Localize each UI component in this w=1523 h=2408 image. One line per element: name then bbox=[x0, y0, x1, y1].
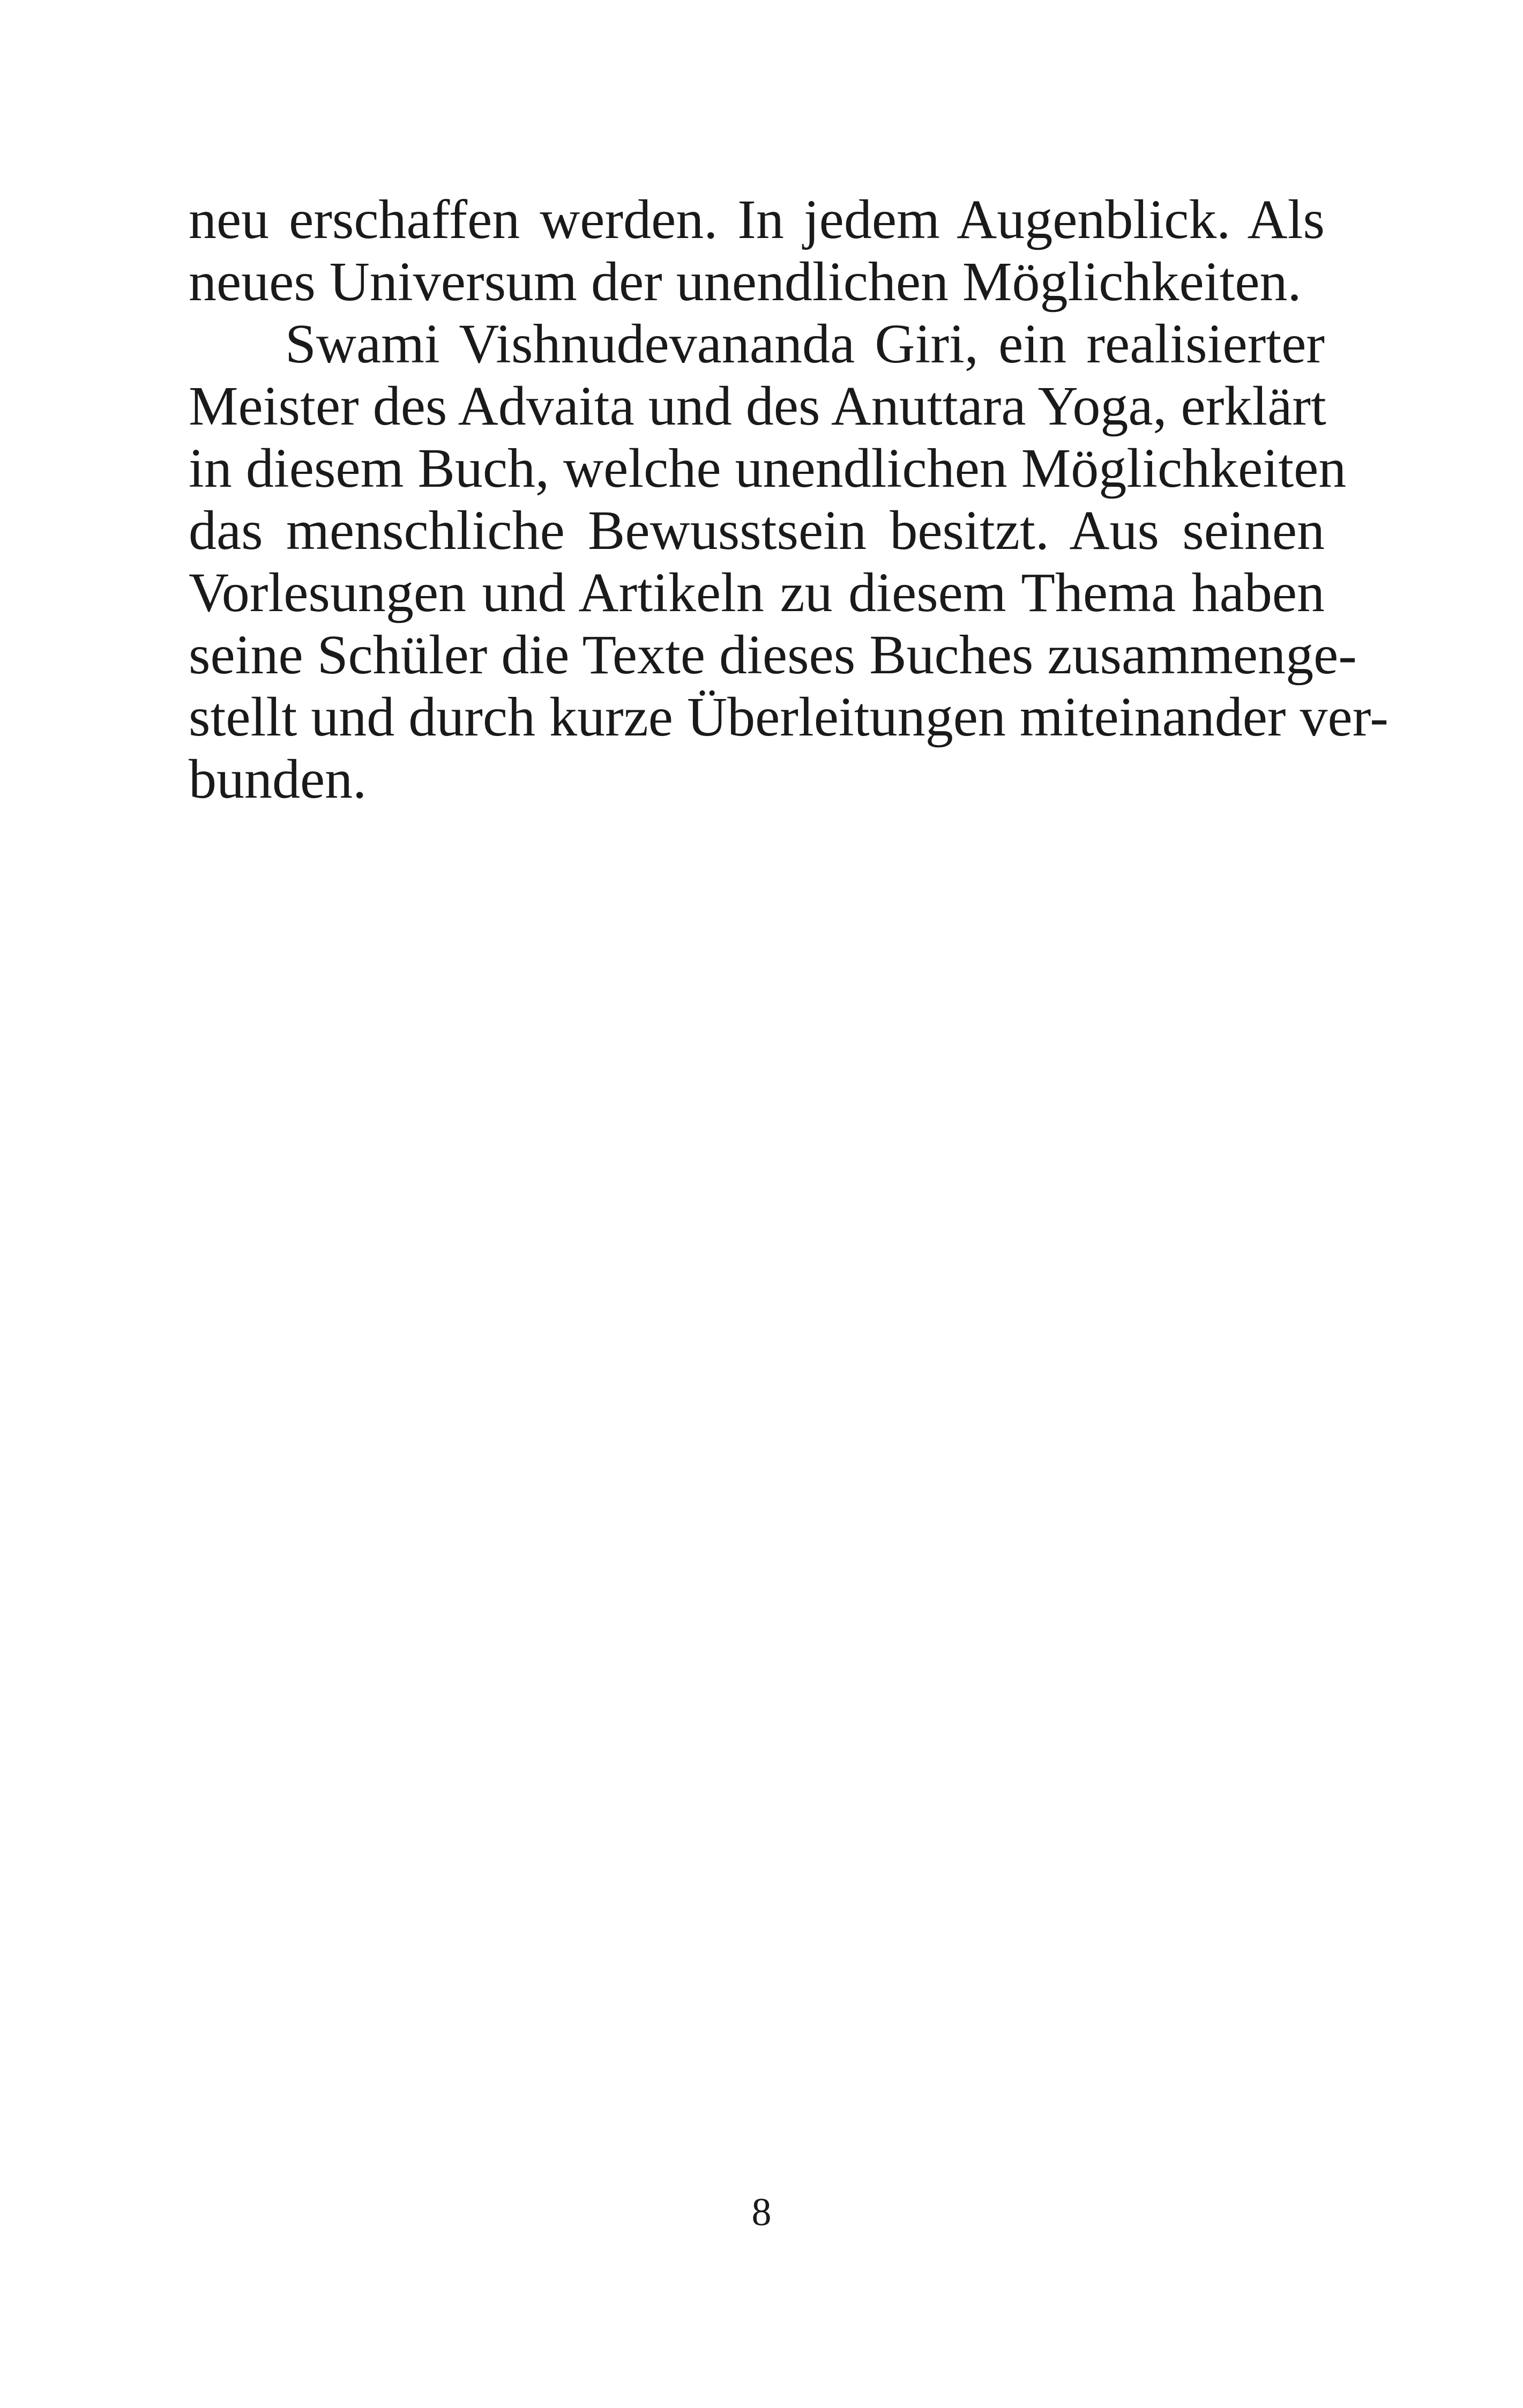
text-line: neu erschaffen werden. In jedem Augenblick. Als bbox=[189, 189, 1325, 250]
text-line: das menschliche Bewusstsein besitzt. Aus seinen bbox=[189, 500, 1325, 561]
text-line: seine Schüler die Texte dieses Buches zusammenge- bbox=[189, 624, 1357, 686]
page-number: 8 bbox=[751, 2190, 772, 2234]
text-line: Swami Vishnudevananda Giri, ein realisierter bbox=[285, 313, 1325, 375]
text-line: stellt und durch kurze Überleitungen miteinander ver- bbox=[189, 686, 1388, 748]
text-line: Meister des Advaita und des Anuttara Yoga, erklärt bbox=[189, 375, 1326, 437]
text-line: bunden. bbox=[189, 748, 367, 810]
text-line: neues Universum der unendlichen Möglichkeiten. bbox=[189, 251, 1302, 313]
text-line: in diesem Buch, welche unendlichen Möglichkeiten bbox=[189, 437, 1347, 499]
body-text bbox=[189, 189, 1388, 811]
text-line: Vorlesungen und Artikeln zu diesem Thema haben bbox=[189, 562, 1325, 623]
